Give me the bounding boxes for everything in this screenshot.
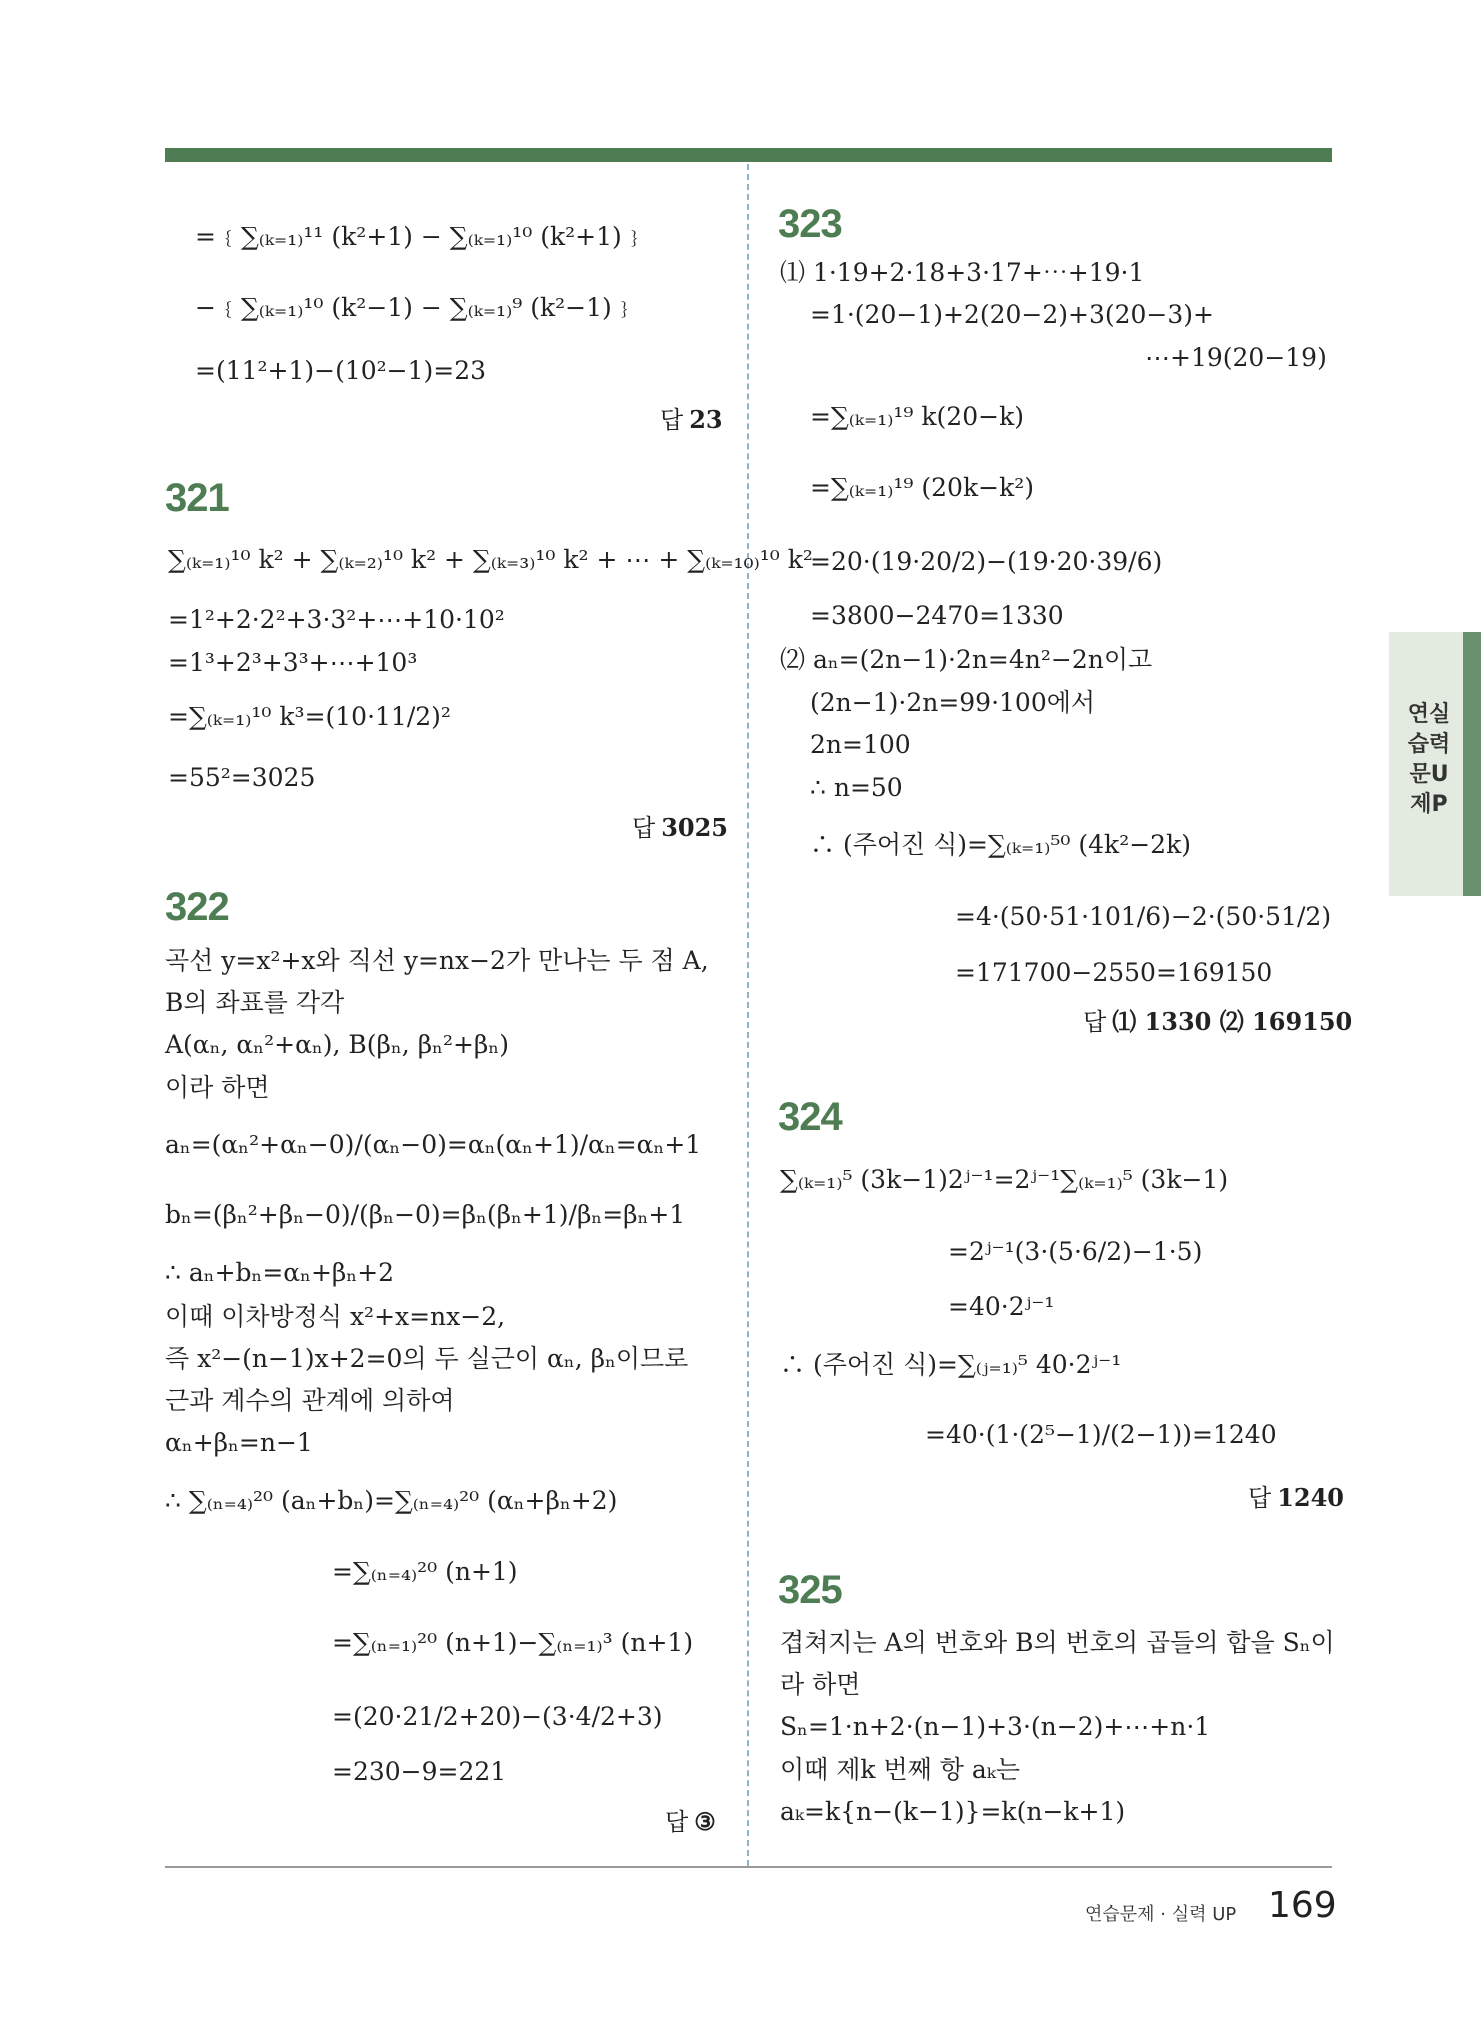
- text-line: ∑₍ₖ₌₁₎⁵ (3k−1)2ʲ⁻¹=2ʲ⁻¹∑₍ₖ₌₁₎⁵ (3k−1): [780, 1165, 1229, 1194]
- text-line: =2ʲ⁻¹(3·(5·6/2)−1·5): [948, 1237, 1203, 1266]
- text-line: =∑₍ₖ₌₁₎¹⁰ k³=(10·11/2)²: [168, 702, 451, 731]
- text-line: αₙ+βₙ=n−1: [165, 1428, 313, 1457]
- problem-number: 321: [165, 476, 229, 520]
- side-tab-strip: [1463, 632, 1481, 896]
- text-line: =1²+2·2²+3·3²+⋯+10·10²: [168, 605, 505, 634]
- text-line: =∑₍ₙ₌₁₎²⁰ (n+1)−∑₍ₙ₌₁₎³ (n+1): [332, 1628, 694, 1657]
- text-line: A(αₙ, αₙ²+αₙ), B(βₙ, βₙ²+βₙ): [165, 1030, 509, 1059]
- text-line: B의 좌표를 각각: [165, 988, 345, 1017]
- answer: 답 ⑴ 1330 ⑵ 169150: [1083, 1007, 1353, 1036]
- text-line: =40·(1·(2⁵−1)/(2−1))=1240: [925, 1420, 1277, 1449]
- problem-number: 325: [778, 1568, 842, 1612]
- text-line: =∑₍ₖ₌₁₎¹⁹ (20k−k²): [810, 473, 1034, 502]
- text-line: 즉 x²−(n−1)x+2=0의 두 실근이 αₙ, βₙ이므로: [165, 1344, 689, 1373]
- text-line: 이때 이차방정식 x²+x=nx−2,: [165, 1302, 506, 1331]
- answer: 답 3025: [632, 813, 728, 842]
- text-line: =4·(50·51·101/6)−2·(50·51/2): [955, 902, 1332, 931]
- problem-number: 324: [778, 1095, 842, 1139]
- column-divider: [747, 164, 749, 1866]
- text-line: ⋯+19(20−19): [1145, 343, 1327, 372]
- text-line: 라 하면: [780, 1670, 861, 1699]
- text-line: ∑₍ₖ₌₁₎¹⁰ k² + ∑₍ₖ₌₂₎¹⁰ k² + ∑₍ₖ₌₃₎¹⁰ k² + ⋯ + ∑₍ₖ₌₁₀₎¹⁰ k²: [168, 545, 813, 574]
- text-line: −﹛∑₍ₖ₌₁₎¹⁰ (k²−1) − ∑₍ₖ₌₁₎⁹ (k²−1)﹜: [195, 293, 637, 322]
- text-line: ∴ aₙ+bₙ=αₙ+βₙ+2: [165, 1258, 395, 1287]
- bottom-rule: [165, 1866, 1332, 1868]
- text-line: =171700−2550=169150: [955, 958, 1273, 987]
- footer-section-label: 연습문제 · 실력 UP: [1085, 1904, 1237, 1925]
- text-line: ⑵ aₙ=(2n−1)·2n=4n²−2n이고: [780, 645, 1153, 674]
- text-line: ∴ n=50: [810, 773, 903, 802]
- text-line: =1·(20−1)+2(20−2)+3(20−3)+: [810, 300, 1214, 329]
- text-line: aₖ=k{n−(k−1)}=k(n−k+1): [780, 1797, 1126, 1826]
- text-line: 근과 계수의 관계에 의하여: [165, 1386, 455, 1415]
- text-line: 2n=100: [810, 730, 911, 759]
- side-tab-label: 연실 습력 문U 제P: [1407, 702, 1451, 817]
- text-line: (2n−1)·2n=99·100에서: [810, 688, 1096, 717]
- text-line: ∴ ∑₍ₙ₌₄₎²⁰ (aₙ+bₙ)=∑₍ₙ₌₄₎²⁰ (αₙ+βₙ+2): [165, 1486, 618, 1515]
- top-green-bar: [165, 148, 1332, 162]
- text-line: =3800−2470=1330: [810, 601, 1064, 630]
- text-line: Sₙ=1·n+2·(n−1)+3·(n−2)+⋯+n·1: [780, 1712, 1211, 1741]
- text-line: =﹛∑₍ₖ₌₁₎¹¹ (k²+1) − ∑₍ₖ₌₁₎¹⁰ (k²+1)﹜: [195, 222, 647, 251]
- text-line: =∑₍ₙ₌₄₎²⁰ (n+1): [332, 1557, 518, 1586]
- text-line: 곡선 y=x²+x와 직선 y=nx−2가 만나는 두 점 A,: [165, 946, 709, 975]
- text-line: =1³+2³+3³+⋯+10³: [168, 648, 418, 677]
- text-line: 이라 하면: [165, 1073, 270, 1102]
- text-line: =(11²+1)−(10²−1)=23: [195, 356, 487, 385]
- answer: 답 ③: [665, 1807, 716, 1836]
- text-line: ⑴ 1·19+2·18+3·17+⋯+19·1: [780, 258, 1145, 287]
- text-line: =(20·21/2+20)−(3·4/2+3): [332, 1702, 663, 1731]
- text-line: aₙ=(αₙ²+αₙ−0)/(αₙ−0)=αₙ(αₙ+1)/αₙ=αₙ+1: [165, 1130, 702, 1159]
- text-line: =40·2ʲ⁻¹: [948, 1292, 1055, 1321]
- text-line: ∴ (주어진 식)=∑₍ⱼ₌₁₎⁵ 40·2ʲ⁻¹: [780, 1350, 1122, 1379]
- page-number: 169: [1268, 1885, 1337, 1926]
- text-line: 겹쳐지는 A의 번호와 B의 번호의 곱들의 합을 Sₙ이: [780, 1628, 1335, 1657]
- side-tab: [1389, 632, 1481, 896]
- text-line: bₙ=(βₙ²+βₙ−0)/(βₙ−0)=βₙ(βₙ+1)/βₙ=βₙ+1: [165, 1200, 686, 1229]
- text-line: ∴ (주어진 식)=∑₍ₖ₌₁₎⁵⁰ (4k²−2k): [810, 830, 1191, 859]
- answer: 답 1240: [1248, 1483, 1344, 1512]
- problem-number: 323: [778, 202, 842, 246]
- text-line: =∑₍ₖ₌₁₎¹⁹ k(20−k): [810, 402, 1024, 431]
- text-line: 이때 제k 번째 항 aₖ는: [780, 1755, 1021, 1784]
- problem-number: 322: [165, 885, 229, 929]
- answer: 답 23: [660, 405, 723, 434]
- text-line: =55²=3025: [168, 763, 316, 792]
- text-line: =230−9=221: [332, 1757, 507, 1786]
- text-line: =20·(19·20/2)−(19·20·39/6): [810, 547, 1163, 576]
